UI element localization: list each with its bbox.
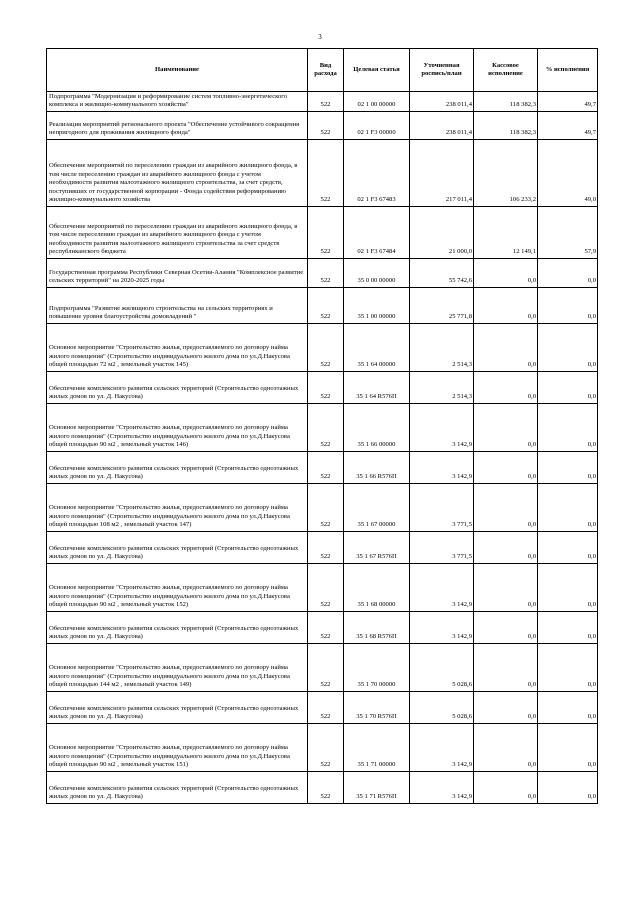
row-plan: 3 142,9 [410,452,474,484]
row-plan: 55 742,6 [410,259,474,288]
row-percent: 0,0 [538,484,598,532]
table-row [47,692,598,724]
row-name: Обеспечение комплексного развития сельских территорий (Строительство одноэтажных жилых домов по ул. Д. Накусова) [47,372,308,404]
row-target-item: 35 1 00 00000 [344,288,410,324]
row-percent: 0,0 [538,692,598,724]
row-percent: 57,9 [538,207,598,259]
row-cash: 0,0 [474,772,538,804]
row-cash: 118 382,3 [474,112,538,140]
row-target-item: 35 1 70 00000 [344,644,410,692]
row-cash: 118 382,3 [474,92,538,112]
row-cash: 0,0 [474,724,538,772]
row-cash: 0,0 [474,532,538,564]
row-plan: 2 514,3 [410,324,474,372]
row-plan: 2 514,3 [410,372,474,404]
row-target-item: 35 1 67 R576П [344,532,410,564]
row-cash: 0,0 [474,644,538,692]
row-expense-type: 522 [308,724,344,772]
row-expense-type: 522 [308,207,344,259]
row-plan: 21 000,0 [410,207,474,259]
table-body [47,92,598,804]
row-percent: 0,0 [538,372,598,404]
row-target-item: 35 1 66 00000 [344,404,410,452]
row-expense-type: 522 [308,112,344,140]
row-percent: 0,0 [538,288,598,324]
row-target-item: 35 1 67 00000 [344,484,410,532]
row-plan: 238 011,4 [410,112,474,140]
header-percent: % исполнения [538,49,598,92]
table-row [47,564,598,612]
row-plan: 3 142,9 [410,724,474,772]
header-cash: Кассовое исполнение [474,49,538,92]
row-expense-type: 522 [308,564,344,612]
row-plan: 217 011,4 [410,140,474,207]
row-percent: 49,0 [538,140,598,207]
row-percent: 0,0 [538,324,598,372]
row-name: Обеспечение комплексного развития сельских территорий (Строительство одноэтажных жилых домов по ул. Д. Накусова) [47,692,308,724]
row-plan: 3 142,9 [410,564,474,612]
row-target-item: 35 1 64 00000 [344,324,410,372]
row-cash: 0,0 [474,612,538,644]
row-expense-type: 522 [308,288,344,324]
budget-table [46,48,598,804]
row-name: Обеспечение комплексного развития сельских территорий (Строительство одноэтажных жилых домов по ул. Д. Накусова) [47,772,308,804]
row-plan: 3 142,9 [410,404,474,452]
row-plan: 238 011,4 [410,92,474,112]
row-name: Основное мероприятие "Строительство жилья, предоставляемого по договору найма жилого помещения" (Строительство индивидуального жилого дома по ул.Д.Накусова общей площадью 90 м2 , земельный участок 152) [47,564,308,612]
row-name: Основное мероприятие "Строительство жилья, предоставляемого по договору найма жилого помещения" (Строительство индивидуального жилого дома по ул.Д.Накусова общей площадью 108 м2 , земельный участок 147) [47,484,308,532]
row-percent: 0,0 [538,644,598,692]
row-percent: 49,7 [538,112,598,140]
table-row [47,532,598,564]
header-expense-type: Вид расхода [308,49,344,92]
row-expense-type: 522 [308,612,344,644]
row-cash: 106 233,2 [474,140,538,207]
table-row [47,324,598,372]
header-name: Наименование [47,49,308,92]
row-name: Обеспечение комплексного развития сельских территорий (Строительство одноэтажных жилых домов по ул. Д. Накусова) [47,452,308,484]
table-row [47,140,598,207]
table-row [47,288,598,324]
row-target-item: 02 1 F3 00000 [344,112,410,140]
table-row [47,112,598,140]
row-name: Государственная программа Республики Северная Осетия-Алания "Комплексное развитие сельских территорий" на 2020-2025 годы [47,259,308,288]
row-plan: 3 771,5 [410,484,474,532]
table-row [47,772,598,804]
table-row [47,612,598,644]
row-target-item: 35 1 70 R576П [344,692,410,724]
row-expense-type: 522 [308,644,344,692]
row-target-item: 35 1 68 R576П [344,612,410,644]
page-number: 3 [318,33,322,41]
row-target-item: 35 0 00 00000 [344,259,410,288]
table-row [47,372,598,404]
row-expense-type: 522 [308,772,344,804]
row-plan: 5 028,6 [410,692,474,724]
row-cash: 0,0 [474,404,538,452]
row-percent: 0,0 [538,612,598,644]
row-percent: 0,0 [538,772,598,804]
row-target-item: 35 1 71 00000 [344,724,410,772]
table-row [47,207,598,259]
row-name: Обеспечение комплексного развития сельских территорий (Строительство одноэтажных жилых домов по ул. Д. Накусова) [47,612,308,644]
row-name: Основное мероприятие "Строительство жилья, предоставляемого по договору найма жилого помещения" (Строительство индивидуального жилого дома по ул.Д.Накусова общей площадью 144 м2 , земельный участок 149) [47,644,308,692]
row-plan: 3 142,9 [410,612,474,644]
row-plan: 25 771,8 [410,288,474,324]
row-expense-type: 522 [308,404,344,452]
row-cash: 0,0 [474,372,538,404]
row-expense-type: 522 [308,452,344,484]
table-row [47,724,598,772]
row-cash: 0,0 [474,288,538,324]
row-name: Обеспечение мероприятий по переселению граждан из аварийного жилищного фонда, в том числе переселению граждан из аварийного жилищного фонда с учетом необходимости развития малоэтажного жилищного строительства, за счет средств, поступивших от государственной корпорации - Фонда содействия реформированию жилищно-коммунального хозяйства [47,140,308,207]
table-row [47,404,598,452]
row-target-item: 35 1 71 R576П [344,772,410,804]
row-percent: 0,0 [538,404,598,452]
row-cash: 0,0 [474,484,538,532]
row-name: Реализация мероприятий регионального проекта "Обеспечение устойчивого сокращения непригодного для проживания жилищного фонда" [47,112,308,140]
row-percent: 49,7 [538,92,598,112]
row-expense-type: 522 [308,259,344,288]
header-target-item: Целевая статья [344,49,410,92]
header-plan: Уточненная роспись/план [410,49,474,92]
table-row [47,644,598,692]
row-name: Основное мероприятие "Строительство жилья, предоставляемого по договору найма жилого помещения" (Строительство индивидуального жилого дома по ул.Д.Накусова общей площадью 72 м2 , земельный участок 145) [47,324,308,372]
row-cash: 12 149,1 [474,207,538,259]
table-row [47,484,598,532]
row-expense-type: 522 [308,484,344,532]
table-row [47,92,598,112]
row-percent: 0,0 [538,532,598,564]
row-name: Обеспечение комплексного развития сельских территорий (Строительство одноэтажных жилых домов по ул. Д. Накусова) [47,532,308,564]
row-cash: 0,0 [474,564,538,612]
row-percent: 0,0 [538,259,598,288]
row-percent: 0,0 [538,564,598,612]
table-header-row [47,49,598,92]
table-row [47,259,598,288]
table-row [47,452,598,484]
row-plan: 5 028,6 [410,644,474,692]
row-expense-type: 522 [308,532,344,564]
row-name: Основное мероприятие "Строительство жилья, предоставляемого по договору найма жилого помещения" (Строительство индивидуального жилого дома по ул.Д.Накусова общей площадью 90 м2 , земельный участок 146) [47,404,308,452]
row-percent: 0,0 [538,452,598,484]
row-target-item: 35 1 68 00000 [344,564,410,612]
row-expense-type: 522 [308,92,344,112]
row-cash: 0,0 [474,259,538,288]
row-cash: 0,0 [474,692,538,724]
row-plan: 3 771,5 [410,532,474,564]
row-percent: 0,0 [538,724,598,772]
row-target-item: 02 1 F3 67484 [344,207,410,259]
row-target-item: 35 1 64 R576П [344,372,410,404]
row-name: Основное мероприятие "Строительство жилья, предоставляемого по договору найма жилого помещения" (Строительство индивидуального жилого дома по ул.Д.Накусова общей площадью 90 м2 , земельный участок 151) [47,724,308,772]
row-name: Подпрограмма "Модернизация и реформирование систем топливно-энергетического комплекса и жилищно-коммунального хозяйства" [47,92,308,112]
row-name: Обеспечение мероприятий по переселению граждан из аварийного жилищного фонда, в том числе переселению граждан из аварийного жилищного фонда с учетом необходимости развития малоэтажного жилищного строительства за счет средств республиканского бюджета [47,207,308,259]
row-expense-type: 522 [308,692,344,724]
row-target-item: 02 1 00 00000 [344,92,410,112]
row-target-item: 02 1 F3 67483 [344,140,410,207]
row-cash: 0,0 [474,324,538,372]
row-cash: 0,0 [474,452,538,484]
row-plan: 3 142,9 [410,772,474,804]
row-target-item: 35 1 66 R576П [344,452,410,484]
row-expense-type: 522 [308,140,344,207]
row-expense-type: 522 [308,372,344,404]
row-name: Подпрограмма "Развитие жилищного строительства на сельских территориях и повышение уровня благоустройства домовладений " [47,288,308,324]
row-expense-type: 522 [308,324,344,372]
